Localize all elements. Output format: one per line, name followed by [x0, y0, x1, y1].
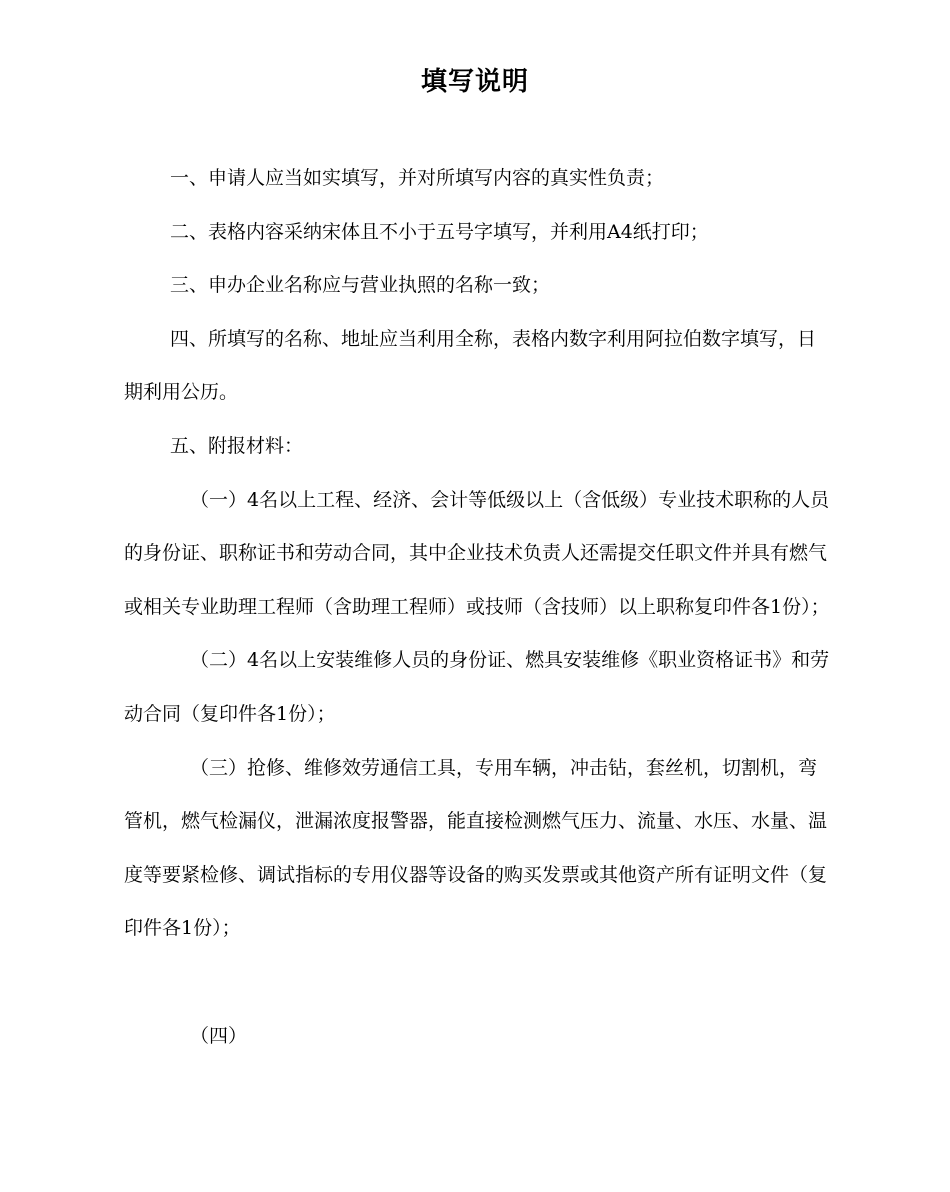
attachment-item-3: （三）抢修、维修效劳通信工具，专用车辆，冲击钻，套丝机，切割机，弯管机，燃气检漏仪，泄漏浓度报警器，能直接检测燃气压力、流量、水压、水量、温度等要紧检修、调试指标的专用仪器等设备的购买发票或其他资产所有证明文件（复印件各1份）； — [124, 756, 828, 940]
paragraph-5: 五、附报材料： — [170, 434, 304, 457]
attachment-item-2: （二）4名以上安装维修人员的身份证、燃具安装维修《职业资格证书》和劳动合同（复印件各1份）； — [124, 649, 830, 725]
paragraph-4: 四、所填写的名称、地址应当利用全称，表格内数字利用阿拉伯数字填写，日期利用公历。 — [124, 327, 817, 404]
blank-line — [124, 956, 830, 1010]
attachment-item-4: （四） — [190, 1024, 248, 1047]
paragraph-3: 三、申办企业名称应与营业执照的名称一致； — [170, 274, 551, 297]
paragraph-2: 二、表格内容采纳宋体且不小于五号字填写，并利用A4纸打印； — [170, 220, 709, 243]
document-body — [124, 152, 830, 1064]
document-title: 填写说明 — [420, 67, 529, 97]
paragraph-1: 一、申请人应当如实填写，并对所填写内容的真实性负责； — [170, 167, 665, 189]
attachment-item-1: （一）4名以上工程、经济、会计等低级以上（含低级）专业技术职称的人员的身份证、职称证书和劳动合同，其中企业技术负责人还需提交任职文件并具有燃气或相关专业助理工程师（含助理工程师）或技师（含技师）以上职称复印件各1份）； — [124, 488, 830, 618]
